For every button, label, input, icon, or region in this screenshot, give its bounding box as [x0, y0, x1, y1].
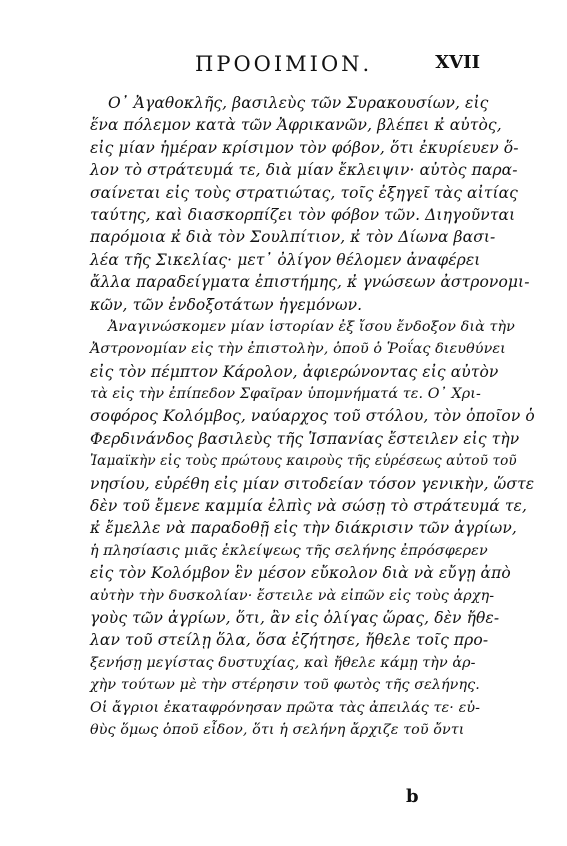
text-line: θὺς ὅμως ὁποῦ εἶδον, ὅτι ἡ σελήνη ἄρχιζε τοῦ ὄντι	[90, 721, 465, 738]
text-line: σαίνεται εἰς τοὺς στρατιώτας, τοῖς ἐξηγεῖ τὰς αἰτίας	[90, 183, 518, 202]
text-line: ταύτης, καὶ διασκορπίζει τὸν φόβον τῶν. Διηγοῦνται	[90, 205, 516, 224]
text-line: Ἀναγινώσκομεν μίαν ἱστορίαν ἐξ ἴσου ἔνδοξον διὰ τὴν	[108, 318, 515, 335]
signature-mark: b	[406, 786, 419, 807]
text-line: λέα τῆς Σικελίας· μετ᾽ ὀλίγον θέλομεν ἀναφέρει	[90, 250, 481, 269]
text-line: εἰς μίαν ἡμέραν κρίσιμον τὸν φόβον, ὅτι ἐκυρίευεν ὅ-	[90, 138, 519, 157]
text-line: κ̓ ἔμελλε νὰ παραδοθῇ εἰς τὴν διάκρισιν τῶν ἀγρίων,	[90, 519, 517, 538]
text-line: ξενήσῃ μεγίστας δυστυχίας, καὶ ἤθελε κάμῃ τὴν ἀρ-	[90, 654, 476, 671]
body-text	[90, 92, 535, 741]
text-line: δὲν τοῦ ἔμενε καμμία ἐλπὶς νὰ σώσῃ τὸ στράτευμά τε,	[90, 497, 527, 516]
text-line: νησίου, εὑρέθη εἰς μίαν σιτοδείαν τόσον γενικὴν, ὥστε	[90, 474, 535, 493]
text-line: ἡ πλησίασις μιᾶς ἐκλείψεως τῆς σελήνης ἐπρόσφερεν	[90, 542, 488, 559]
text-line: ἄλλα παραδείγματα ἐπιστήμης, κ̓ γνώσεων ἀστρονομι-	[90, 273, 530, 292]
text-line: Ἀστρονομίαν εἰς τὴν ἐπιστολὴν, ὁποῦ ὁ Ῥοΐας διευθύνει	[90, 341, 506, 358]
text-line: Οἱ ἄγριοι ἐκαταφρόνησαν πρῶτα τὰς ἀπειλάς τε· εὐ-	[90, 699, 481, 716]
text-line: τὰ εἰς τὴν ἐπίπεδον Σφαῖραν ὑπομνήματά τε. Ο᾽ Χρι-	[90, 386, 481, 403]
text-line: γοὺς τῶν ἀγρίων, ὅτι, ἂν εἰς ὀλίγας ὥρας, δὲν ἤθε-	[90, 608, 500, 627]
page-number: XVII	[435, 52, 480, 73]
text-line: παρόμοια κ̓ διὰ τὸν Σουλπίτιον, κ̓ τὸν Δίωνα βασι-	[90, 228, 496, 247]
text-line: Ο᾽ Ἀγαθοκλῆς, βασιλεὺς τῶν Συρακουσίων, εἰς	[108, 94, 489, 112]
page-header	[100, 52, 480, 82]
text-line: κῶν, τῶν ἐνδοξοτάτων ἡγεμόνων.	[90, 295, 363, 314]
text-line: λαν τοῦ στείλῃ ὅλα, ὅσα ἐζήτησε, ἤθελε τοῖς προ-	[90, 631, 489, 650]
text-line: εἰς τὸν Κολόμβον ἓν μέσον εὔκολον διὰ νὰ εὔγῃ ἀπὸ	[90, 564, 511, 583]
text-line: εἰς τὸν πέμπτον Κάρολον, ἀφιερώνοντας εἰς αὐτὸν	[90, 362, 499, 381]
text-line: Ἰαμαϊκὴν εἰς τοὺς πρώτους καιροὺς τῆς εὑρέσεως αὐτοῦ τοῦ	[90, 453, 517, 470]
text-line: Φερδινάνδος βασιλεὺς τῆς Ἱσπανίας ἔστειλεν εἰς τὴν	[90, 429, 520, 448]
text-line: λον τὸ στράτευμά τε, διὰ μίαν ἔκλειψιν· αὐτὸς παρα-	[90, 161, 518, 180]
running-title: ΠΡΟΟΙΜΙΟΝ.	[195, 52, 373, 76]
text-line: ἕνα πόλεμον κατὰ τῶν Ἀφρικανῶν, βλέπει κ̓ αὐτὸς,	[90, 116, 502, 135]
text-line: αὐτὴν τὴν δυσκολίαν· ἔστειλε νὰ εἰπῶν εἰς τοὺς ἀρχη-	[90, 587, 495, 604]
text-line: χὴν τούτων μὲ τὴν στέρησιν τοῦ φωτὸς τῆς σελήνης.	[90, 677, 480, 694]
text-line: σοφόρος Κολόμβος, ναύαρχος τοῦ στόλου, τὸν ὁποῖον ὁ	[90, 407, 535, 426]
